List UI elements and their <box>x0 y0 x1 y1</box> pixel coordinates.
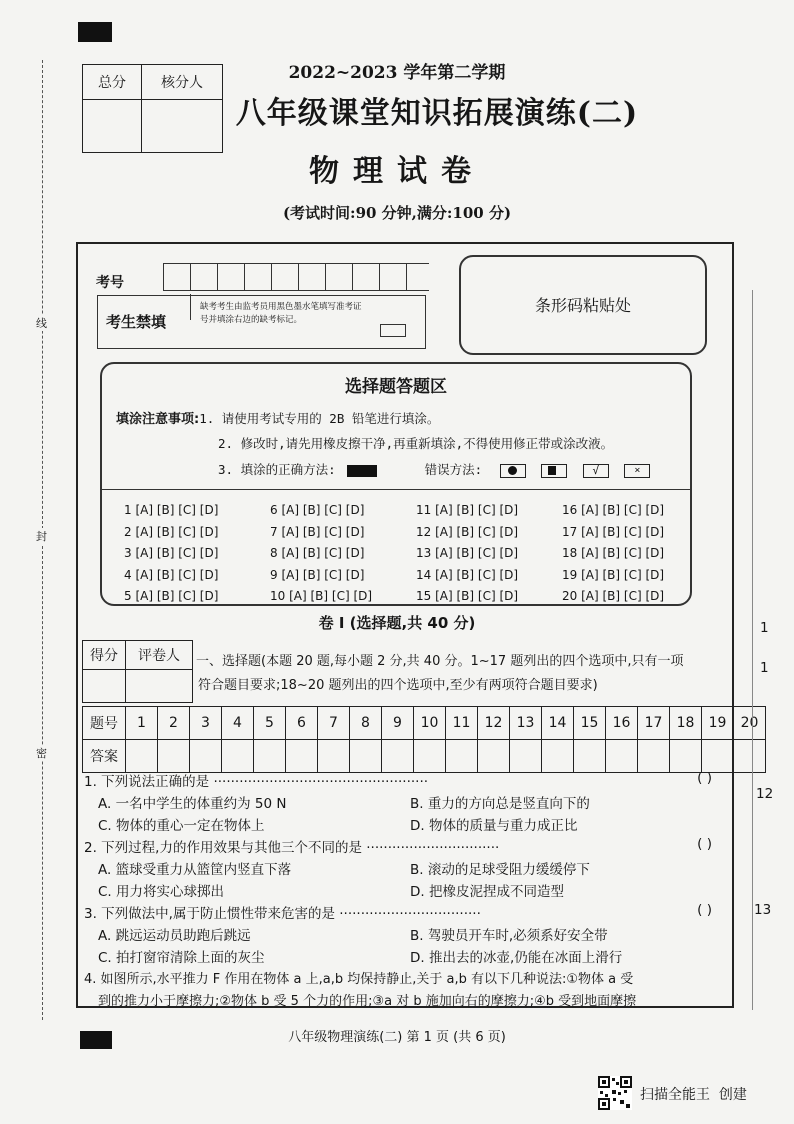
answer-cell[interactable] <box>414 740 446 773</box>
answer-cell[interactable] <box>574 740 606 773</box>
registration-mark-top <box>78 22 112 42</box>
note2: 2. 修改时,请先用橡皮擦干净,再重新填涂,不得使用修正带或涂改液。 <box>218 436 614 451</box>
answer-row[interactable]: 9 [A] [B] [C] [D] <box>270 567 365 582</box>
notes-line1 <box>116 408 439 427</box>
question-2-stem: 2. 下列过程,力的作用效果与其他三个不同的是 ······························· ( ) <box>84 836 712 856</box>
answer-row[interactable]: 16 [A] [B] [C] [D] <box>562 503 665 517</box>
answer-cell[interactable] <box>670 740 702 773</box>
section1-line2: 符合题目要求;18~20 题列出的四个选项中,至少有两项符合题目要求) <box>198 678 598 693</box>
wrong-mark-partial-icon <box>541 464 567 478</box>
answer-row[interactable]: 8 [A] [B] [C] [D] <box>270 546 365 560</box>
answer-column-3 <box>416 500 518 608</box>
answer-row[interactable]: 14 [A] [B] [C] [D] <box>416 567 519 582</box>
notes-label: 填涂注意事项: <box>116 412 200 427</box>
answer-row[interactable]: 4 [A] [B] [C] [D] <box>124 567 219 582</box>
checker-label: 核分人 <box>142 65 223 100</box>
absent-mark-box[interactable] <box>380 324 406 337</box>
note3: 3. 填涂的正确方法: <box>218 462 336 477</box>
exam-number-boxes[interactable] <box>163 263 429 291</box>
answer-label: 答案 <box>83 740 126 773</box>
question-1-options-2 <box>84 814 720 836</box>
answer-row[interactable]: 6 [A] [B] [C] [D] <box>270 503 365 517</box>
exam-title: 八年级课堂知识拓展演练(二) <box>235 96 639 131</box>
answer-row[interactable]: 13 [A] [B] [C] [D] <box>416 546 519 560</box>
answer-cell[interactable] <box>510 740 542 773</box>
option-a: A. 跳远运动员助跑后跳远 <box>98 928 251 944</box>
question-4-line2: 到的推力小于摩擦力;②物体 b 受 5 个力的作用;③a 对 b 施加向右的摩擦力;④b 受到地面摩擦 <box>98 994 637 1009</box>
answer-row[interactable]: 18 [A] [B] [C] [D] <box>562 546 665 560</box>
answer-bracket: ( ) <box>697 902 712 918</box>
qr-code-icon <box>598 1076 632 1110</box>
right-margin-number: 13 <box>754 902 772 918</box>
answer-row[interactable]: 1 [A] [B] [C] [D] <box>124 503 219 517</box>
question-number-cell: 6 <box>286 707 318 740</box>
exam-number-label: 考号 <box>96 275 124 291</box>
option-b: B. 驾驶员开车时,必须系好安全带 <box>410 928 608 944</box>
answer-column-4 <box>562 500 664 608</box>
answer-cell[interactable] <box>254 740 286 773</box>
answer-row[interactable]: 15 [A] [B] [C] [D] <box>416 589 519 603</box>
answer-row[interactable]: 2 [A] [B] [C] [D] <box>124 524 219 539</box>
wrong-mark-half-icon <box>500 464 526 478</box>
margin-label-seal: 封 <box>36 530 47 543</box>
wrong-mark-check-icon: √ <box>583 464 609 478</box>
question-2-options-2 <box>84 880 720 902</box>
question-3-options-1 <box>84 924 720 946</box>
question-number-cell: 4 <box>222 707 254 740</box>
answer-cell[interactable] <box>734 740 766 773</box>
total-score-label: 总分 <box>83 65 142 100</box>
note3-line <box>218 460 658 478</box>
page-footer: 八年级物理演练(二) 第 1 页 (共 6 页) <box>288 1030 506 1045</box>
question-number-cell: 8 <box>350 707 382 740</box>
answer-table <box>82 706 766 773</box>
option-d: D. 物体的质量与重力成正比 <box>410 818 578 834</box>
option-c: C. 物体的重心一定在物体上 <box>98 818 265 834</box>
barcode-label: 条形码粘贴处 <box>534 296 631 315</box>
barcode-area <box>459 255 707 355</box>
question-number-cell: 11 <box>446 707 478 740</box>
answer-cell[interactable] <box>638 740 670 773</box>
answer-row[interactable]: 7 [A] [B] [C] [D] <box>270 524 365 539</box>
score-cell[interactable] <box>83 670 126 703</box>
question-number-cell: 13 <box>510 707 542 740</box>
answer-cell[interactable] <box>382 740 414 773</box>
answer-cell[interactable] <box>158 740 190 773</box>
grader-cell[interactable] <box>126 670 193 703</box>
question-4-line1: 4. 如图所示,水平推力 F 作用在物体 a 上,a,b 均保持静止,关于 a,b 有以下几种说法:①物体 a 受 <box>84 972 634 987</box>
margin-label-line: 线 <box>36 317 47 330</box>
wrong-mark-cross-icon: × <box>624 464 650 478</box>
question-number-cell: 10 <box>414 707 446 740</box>
question-number-cell: 14 <box>542 707 574 740</box>
exam-time-info: (考试时间:90 分钟,满分:100 分) <box>282 204 512 222</box>
answer-row[interactable]: 20 [A] [B] [C] [D] <box>562 589 665 603</box>
question-3-stem: 3. 下列做法中,属于防止惯性带来危害的是 ································· ( ) <box>84 902 712 922</box>
answer-cell[interactable] <box>606 740 638 773</box>
question-number-cell: 5 <box>254 707 286 740</box>
answer-cell[interactable] <box>702 740 734 773</box>
question-number-cell: 15 <box>574 707 606 740</box>
margin-label-bind: 密 <box>36 747 47 760</box>
question-number-cell: 3 <box>190 707 222 740</box>
question-number-cell: 19 <box>702 707 734 740</box>
option-d: D. 把橡皮泥捏成不同造型 <box>410 884 564 900</box>
forbidden-label: 考生禁填 <box>106 313 167 331</box>
answer-cell[interactable] <box>478 740 510 773</box>
answer-cell[interactable] <box>350 740 382 773</box>
answer-bracket: ( ) <box>697 770 712 786</box>
grader-box <box>82 640 193 703</box>
option-b: B. 滚动的足球受阻力缓缓停下 <box>410 862 590 878</box>
answer-cell[interactable] <box>222 740 254 773</box>
term-title: 2022~2023 学年第二学期 <box>288 63 506 83</box>
score-label: 得分 <box>83 641 126 670</box>
answer-row[interactable]: 12 [A] [B] [C] [D] <box>416 524 519 539</box>
answer-row[interactable]: 10 [A] [B] [C] [D] <box>270 589 373 603</box>
question-number-cell: 17 <box>638 707 670 740</box>
answer-cell[interactable] <box>190 740 222 773</box>
scanner-watermark: 扫描全能王 创建 <box>640 1087 747 1103</box>
note1: 1. 请使用考试专用的 2B 铅笔进行填涂。 <box>199 411 440 426</box>
choice-answer-area <box>100 362 692 606</box>
answer-cell[interactable] <box>542 740 574 773</box>
right-margin-line <box>752 290 753 1010</box>
forbidden-area <box>97 295 426 349</box>
question-number-cell: 7 <box>318 707 350 740</box>
option-c: C. 拍打窗帘清除上面的灰尘 <box>98 950 265 966</box>
question-number-cell: 1 <box>126 707 158 740</box>
answer-column-2 <box>270 500 372 608</box>
forbidden-note: 缺考考生由监考员用黑色墨水笔填写准考证号并填涂右边的缺考标记。 <box>200 302 362 325</box>
answer-cell[interactable] <box>446 740 478 773</box>
answer-bracket: ( ) <box>697 836 712 852</box>
question-number-cell: 20 <box>734 707 766 740</box>
section1-line1: 一、选择题(本题 20 题,每小题 2 分,共 40 分。1~17 题列出的四个选项中,只有一项 <box>196 654 684 669</box>
question-number-label: 题号 <box>83 707 126 740</box>
question-3-options-2 <box>84 946 720 968</box>
option-d: D. 推出去的冰壶,仍能在冰面上滑行 <box>410 950 623 966</box>
option-a: A. 篮球受重力从篮筐内竖直下落 <box>98 862 292 878</box>
answer-row[interactable]: 11 [A] [B] [C] [D] <box>416 503 519 517</box>
question-number-cell: 2 <box>158 707 190 740</box>
option-c: C. 用力将实心球掷出 <box>98 884 225 900</box>
answer-cell[interactable] <box>126 740 158 773</box>
option-b: B. 重力的方向总是竖直向下的 <box>410 796 590 812</box>
volume-heading: 卷 I (选择题,共 40 分) <box>318 614 476 632</box>
answer-divider <box>102 489 690 490</box>
grader-label: 评卷人 <box>126 641 193 670</box>
answer-cell[interactable] <box>286 740 318 773</box>
question-number-cell: 9 <box>382 707 414 740</box>
answer-cell[interactable] <box>318 740 350 773</box>
right-margin-number: 1 <box>760 660 769 676</box>
answer-column-1 <box>124 500 218 608</box>
answer-area-title: 选择题答题区 <box>345 377 447 397</box>
answer-row[interactable]: 3 [A] [B] [C] [D] <box>124 546 219 560</box>
option-a: A. 一名中学生的体重约为 50 N <box>98 796 287 812</box>
question-number-cell: 12 <box>478 707 510 740</box>
right-margin-number: 12 <box>756 786 774 802</box>
answer-row[interactable]: 5 [A] [B] [C] [D] <box>124 589 219 603</box>
answer-row[interactable]: 17 [A] [B] [C] [D] <box>562 524 665 539</box>
correct-mark-example <box>347 465 377 477</box>
wrong-label: 错误方法: <box>424 462 483 477</box>
question-number-cell: 18 <box>670 707 702 740</box>
question-2-options-1 <box>84 858 720 880</box>
right-margin-number: 1 <box>760 620 769 636</box>
questions <box>84 770 720 1012</box>
question-1-stem: 1. 下列说法正确的是 ·················································· ( ) <box>84 770 712 790</box>
subject-title: 物理试卷 <box>309 154 485 189</box>
answer-row[interactable]: 19 [A] [B] [C] [D] <box>562 567 665 582</box>
question-1-options-1 <box>84 792 720 814</box>
question-number-cell: 16 <box>606 707 638 740</box>
